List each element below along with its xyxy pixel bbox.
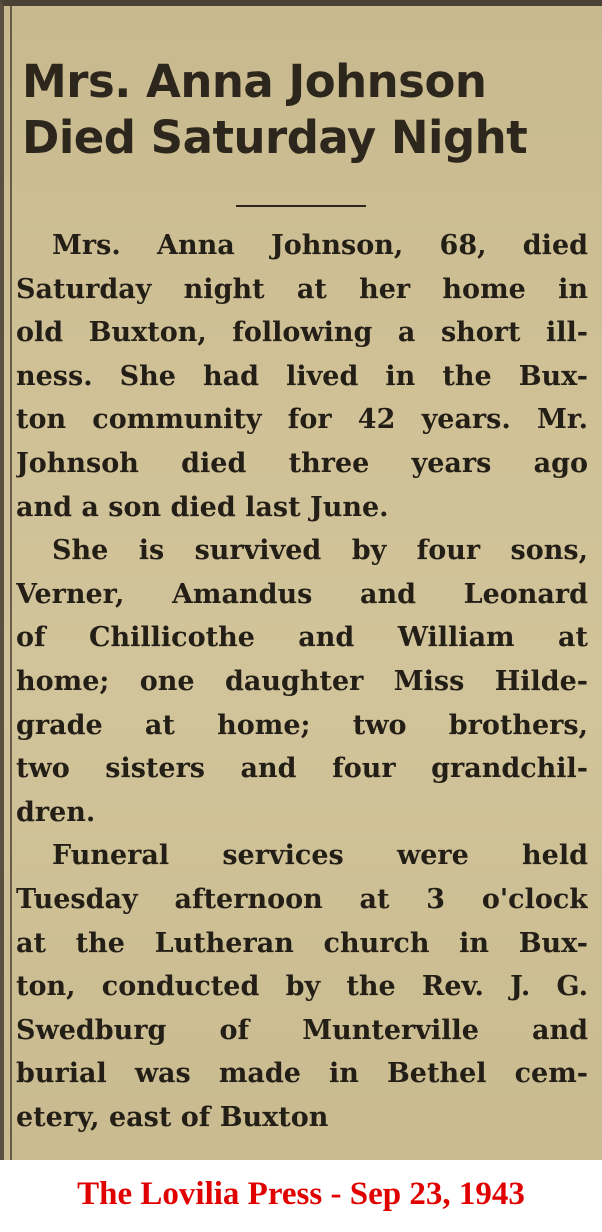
text-line: Funeral services were held [52, 840, 588, 872]
article-headline [22, 54, 592, 166]
text-line: burial was made in Bethel cem- [16, 1058, 588, 1090]
text-line: of Chillicothe and William at [16, 622, 588, 654]
text-line: She is survived by four sons, [52, 535, 588, 567]
text-line: Tuesday afternoon at 3 o'clock [16, 883, 588, 915]
headline-line: Mrs. Anna Johnson [22, 55, 487, 108]
source-caption: The Lovilia Press - Sep 23, 1943 [77, 1176, 525, 1212]
text-line: ton community for 42 years. Mr. [16, 404, 588, 436]
text-line: home; one daughter Miss Hilde- [16, 665, 588, 697]
text-line: etery, east of Buxton [16, 1101, 329, 1133]
article-body [16, 224, 588, 1139]
column-rule [10, 6, 12, 1160]
paragraph-3 [16, 834, 588, 1139]
text-line: two sisters and four grandchil- [16, 753, 588, 785]
text-line: grade at home; two brothers, [16, 709, 588, 741]
paragraph-2 [16, 529, 588, 834]
text-line: dren. [16, 796, 96, 828]
text-line: at the Lutheran church in Bux- [16, 927, 588, 959]
headline-line: Died Saturday Night [22, 111, 528, 164]
text-line: Mrs. Anna Johnson, 68, died [52, 230, 588, 261]
text-line: Verner, Amandus and Leonard [16, 578, 588, 610]
text-line: ton, conducted by the Rev. J. G. [16, 971, 588, 1003]
paragraph-1 [16, 224, 588, 529]
text-line: ness. She had lived in the Bux- [16, 360, 588, 392]
text-line: and a son died last June. [16, 491, 389, 523]
text-line: old Buxton, following a short ill- [16, 317, 588, 349]
headline-divider [236, 205, 366, 207]
text-line: Saturday night at her home in [16, 273, 588, 305]
text-line: Johnsoh died three years ago [16, 447, 588, 479]
text-line: Swedburg of Munterville and [16, 1014, 588, 1046]
